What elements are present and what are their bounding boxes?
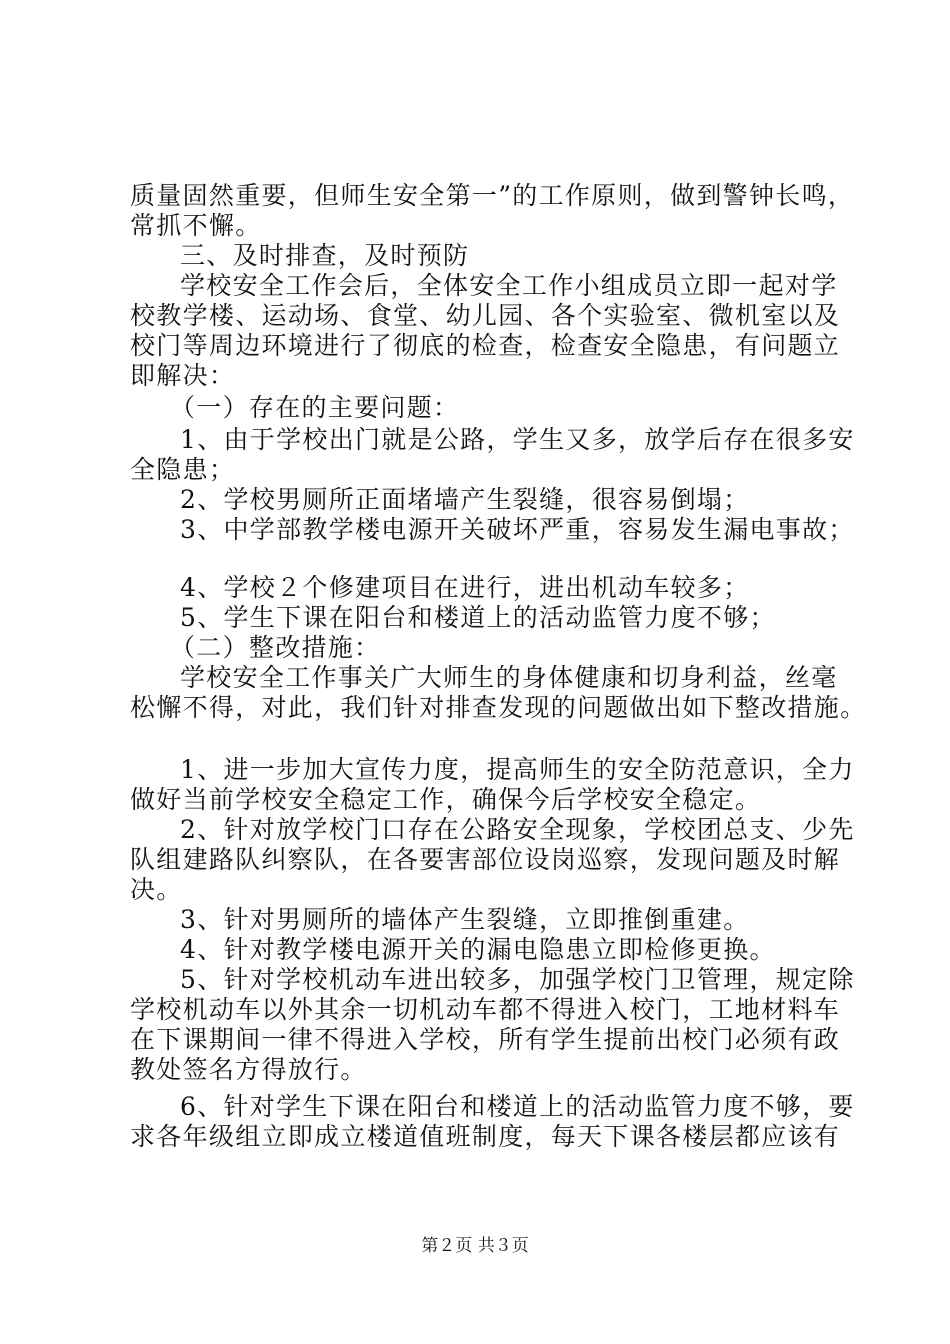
text-line: 在下课期间一律不得进入学校，所有学生提前出校门必须有政 xyxy=(130,1025,841,1054)
text-line: 决。 xyxy=(130,875,183,904)
text-line: 1、进一步加大宣传力度，提高师生的安全防范意识，全力 xyxy=(180,755,855,784)
text-line: 质量固然重要，但师生安全第一”的工作原则，做到警钟长鸣， xyxy=(130,181,855,210)
subsection-heading: （二）整改措施： xyxy=(170,633,381,662)
text-line: 校教学楼、运动场、食堂、幼儿园、各个实验室、微机室以及 xyxy=(130,301,841,330)
text-line: 4、针对教学楼电源开关的漏电隐患立即检修更换。 xyxy=(180,935,776,964)
text-line: 学校安全工作会后，全体安全工作小组成员立即一起对学 xyxy=(180,271,838,300)
text-line: 4、学校２个修建项目在进行，进出机动车较多； xyxy=(180,573,750,602)
text-line: 3、针对男厕所的墙体产生裂缝，立即推倒重建。 xyxy=(180,905,750,934)
text-line: 2、针对放学校门口存在公路安全现象，学校团总支、少先 xyxy=(180,815,855,844)
text-line: 松懈不得，对此，我们针对排查发现的问题做出如下整改措施。 xyxy=(130,693,867,722)
text-line: 常抓不懈。 xyxy=(130,211,262,240)
text-line: 6、针对学生下课在阳台和楼道上的活动监管力度不够，要 xyxy=(180,1092,855,1121)
text-line: 校门等周边环境进行了彻底的检查，检查安全隐患，有问题立 xyxy=(130,331,841,360)
text-line: 5、针对学校机动车进出较多，加强学校门卫管理，规定除 xyxy=(180,965,855,994)
text-line: 学校安全工作事关广大师生的身体健康和切身利益，丝毫 xyxy=(180,663,838,692)
text-line: 1、由于学校出门就是公路，学生又多，放学后存在很多安 xyxy=(180,425,855,454)
page-number-footer: 第２页 共３页 xyxy=(421,1236,529,1256)
text-line: 求各年级组立即成立楼道值班制度，每天下课各楼层都应该有 xyxy=(130,1122,841,1151)
text-line: 全隐患； xyxy=(130,455,236,484)
subsection-heading: （一）存在的主要问题： xyxy=(170,393,460,422)
section-heading: 三、及时排查，及时预防 xyxy=(180,241,470,270)
text-line: 3、中学部教学楼电源开关破坏严重，容易发生漏电事故； xyxy=(180,515,855,544)
text-line: 5、学生下课在阳台和楼道上的活动监管力度不够； xyxy=(180,603,776,632)
text-line: 队组建路队纠察队，在各要害部位设岗巡察，发现问题及时解 xyxy=(130,845,841,874)
text-line: 学校机动车以外其余一切机动车都不得进入校门，工地材料车 xyxy=(130,995,841,1024)
text-line: 即解决： xyxy=(130,361,236,390)
text-line: 2、学校男厕所正面堵墙产生裂缝，很容易倒塌； xyxy=(180,485,750,514)
text-line: 教处签名方得放行。 xyxy=(130,1055,367,1084)
text-line: 做好当前学校安全稳定工作，确保今后学校安全稳定。 xyxy=(130,785,762,814)
